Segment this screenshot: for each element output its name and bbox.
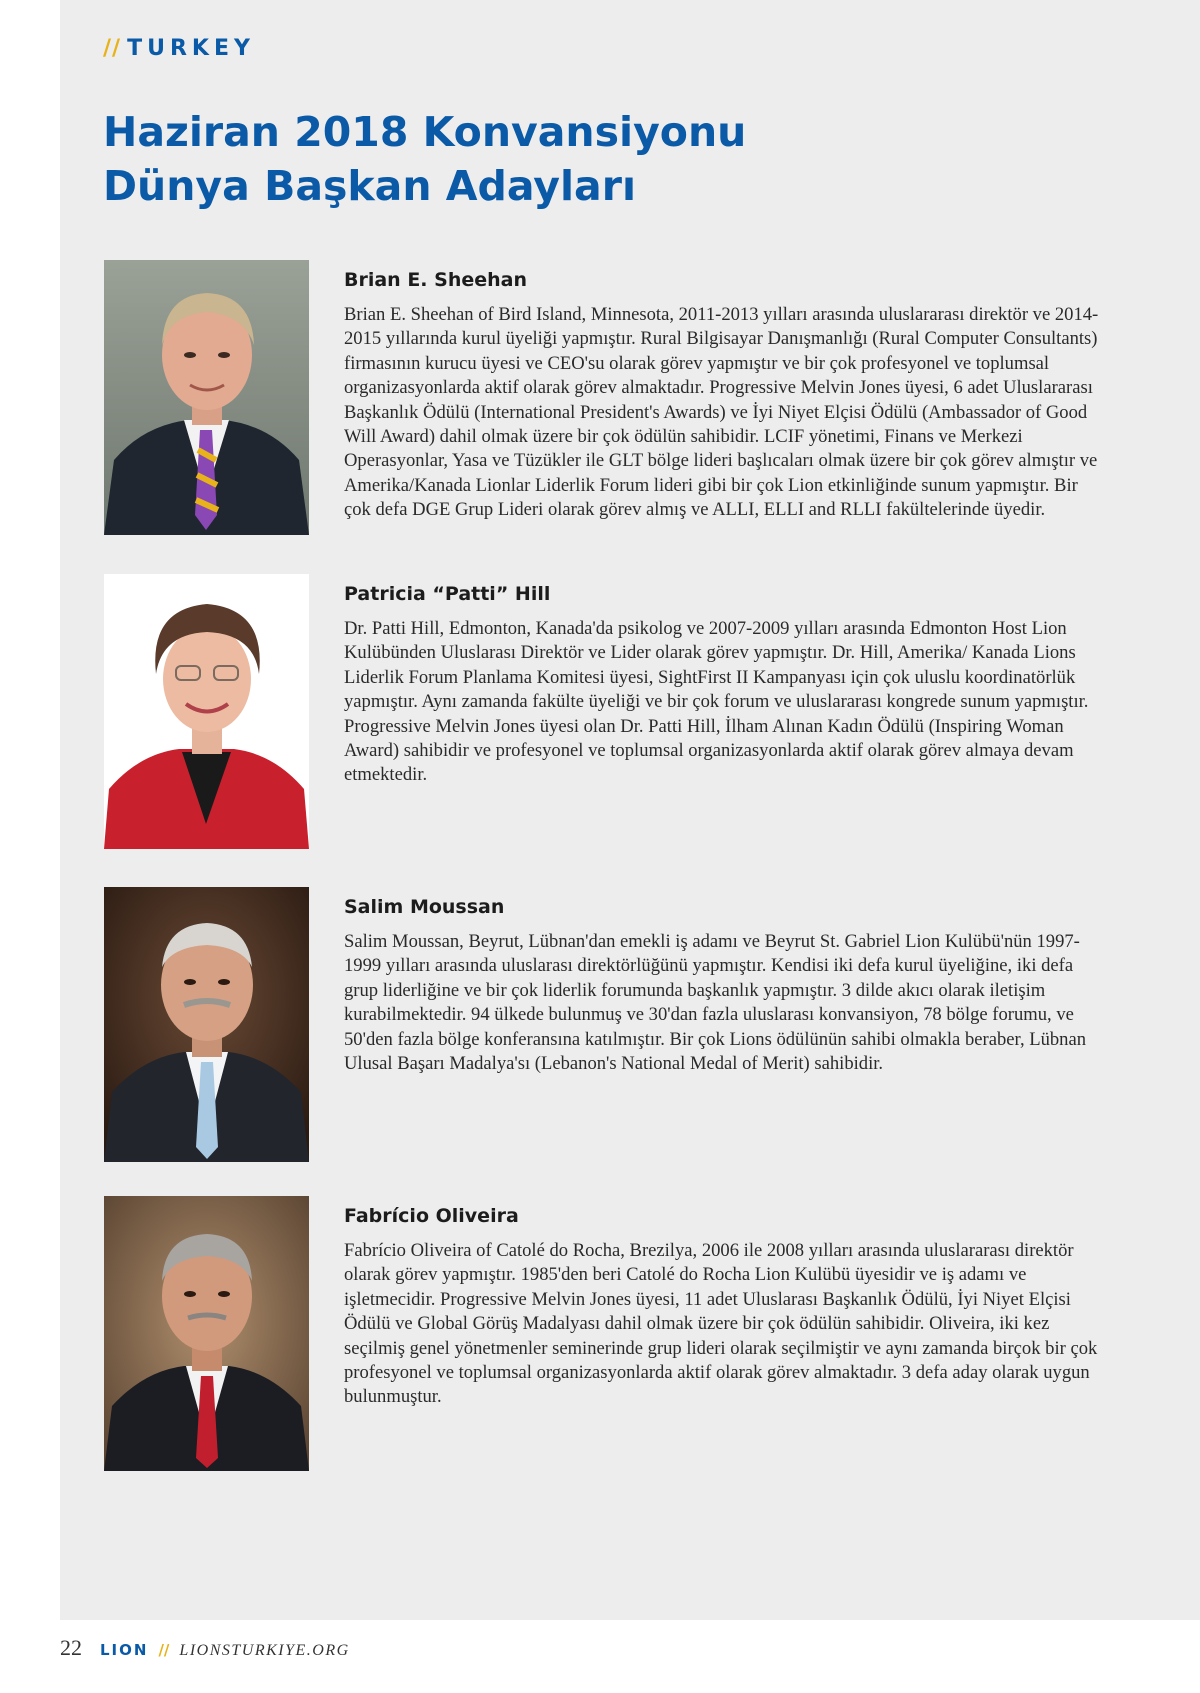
section-tag xyxy=(103,36,255,61)
candidate-name: Patricia “Patti” Hill xyxy=(344,583,551,605)
footer-url[interactable]: LIONSTURKIYE.ORG xyxy=(179,1642,350,1659)
candidate-bio: Brian E. Sheehan of Bird Island, Minnesota, 2011-2013 yılları arasında uluslararası direktör ve 2014-2015 yıllarında kurul üyeliği yapmıştır. Rural Bilgisayar Danışmanlığı (Rural Computer Consultants) firmasının kurucu üyesi ve CEO'su olarak görev yapmıştır ve bir çok profesyonel ve toplumsal organizasyonlarda aktif olarak görev almaktadır. Progressive Melvin Jones üyesi, 6 adet Uluslararası Başkanlık Ödülü (International President's Awards) ve İyi Niyet Elçisi Ödülü (Ambassador of Good Will Award) dahil olmak üzere bir çok ödülün sahibidir. LCIF yönetimi, Finans ve Merkezi Operasyonlar, Yasa ve Tüzükler ile GLT bölge lideri başlıcaları olmak üzere bir çok görev almıştır ve Amerika/Kanada Lionlar Liderlik Forum lideri gibi bir çok Lion etkinliğinde sunum yapmıştır. Bir çok defa DGE Grup Lideri olarak görev almış ve ALLI, ELLI and RLLI fakültelerinde üyedir. xyxy=(344,304,1099,521)
page-title-line-1: Haziran 2018 Konvansiyonu xyxy=(103,108,747,156)
candidate-card xyxy=(104,887,1100,1162)
candidate-name: Salim Moussan xyxy=(344,896,505,918)
section-label: TURKEY xyxy=(127,36,255,61)
candidate-bio: Fabrício Oliveira of Catolé do Rocha, Brezilya, 2006 ile 2008 yılları arasında uluslararası direktör olarak görev yapmıştır. 1985'den beri Catolé do Rocha Lion Kulübü üyesidir ve iş adamı ve işletmecidir. Progressive Melvin Jones üyesi, 11 adet Uluslarası Başkanlık Ödülü, İyi Niyet Elçisi Ödülü ve Global Görüş Madalyası dahil olmak üzere bir çok ödülün sahibidir. Oliveira, iki kez seçilmiş genel yönetmenler seminerinde grup lideri olarak seçilmiştir ve aynı zamanda birçok bir çok profesyonel ve toplumsal organizasyonlarda aktif olarak görev almaktadır. 3 defa aday olarak uygun bulunmuştur. xyxy=(344,1240,1098,1408)
page-footer xyxy=(60,1635,350,1665)
candidate-card xyxy=(104,1196,1100,1471)
candidate-photo xyxy=(104,574,309,849)
page-number: 22 xyxy=(60,1635,82,1660)
footer-brand: LION xyxy=(100,1641,149,1659)
candidate-photo xyxy=(104,1196,309,1471)
page-title xyxy=(103,105,746,213)
footer-separator: // xyxy=(158,1641,170,1659)
page-title-line-2: Dünya Başkan Adayları xyxy=(103,162,636,210)
candidate-photo xyxy=(104,260,309,535)
candidate-photo xyxy=(104,887,309,1162)
candidate-bio: Dr. Patti Hill, Edmonton, Kanada'da psikolog ve 2007-2009 yılları arasında Edmonton Host Lion Kulübünden Uluslarası Direktör ve Lider olarak görev yapmıştır. Dr. Hill, Amerika/ Kanada Lions Liderlik Forum Planlama Komitesi üyesi, SightFirst II Kampanyası için çok uluslu koordinatörlük yapmıştır. Aynı zamanda fakülte üyeliği ve bir çok forum ve uluslararası kongrede sunum yapmıştır. Progressive Melvin Jones üyesi olan Dr. Patti Hill, İlham Alınan Kadın Ödülü (Inspiring Woman Award) sahibidir ve profesyonel ve toplumsal organizasyonlarda aktif olarak görev almaya devam etmektedir. xyxy=(344,618,1089,786)
candidate-card xyxy=(104,574,1100,849)
candidate-bio: Salim Moussan, Beyrut, Lübnan'dan emekli iş adamı ve Beyrut St. Gabriel Lion Kulübü'nün 1997-1999 yılları arasında uluslarası direktörlüğünü yapmıştır. Kendisi iki defa kurul üyeliğine, iki defa grup liderliğine ve bir çok liderlik forumunda başkanlık yapmıştır. 3 dilde akıcı olarak iletişim kurabilmektedir. 94 ülkede bulunmuş ve 30'dan fazla uluslarası konvansiyon, 78 bölge forumu, ve 50'den fazla bölge konferansına katılmıştır. Bir çok Lions ödülünün sahibi olmakla beraber, Lübnan Ulusal Başarı Madalya'sı (Lebanon's National Medal of Merit) sahibidir. xyxy=(344,931,1087,1075)
section-slashes: // xyxy=(103,36,122,61)
candidate-card xyxy=(104,260,1100,535)
candidate-name: Brian E. Sheehan xyxy=(344,269,527,291)
candidate-name: Fabrício Oliveira xyxy=(344,1205,519,1227)
